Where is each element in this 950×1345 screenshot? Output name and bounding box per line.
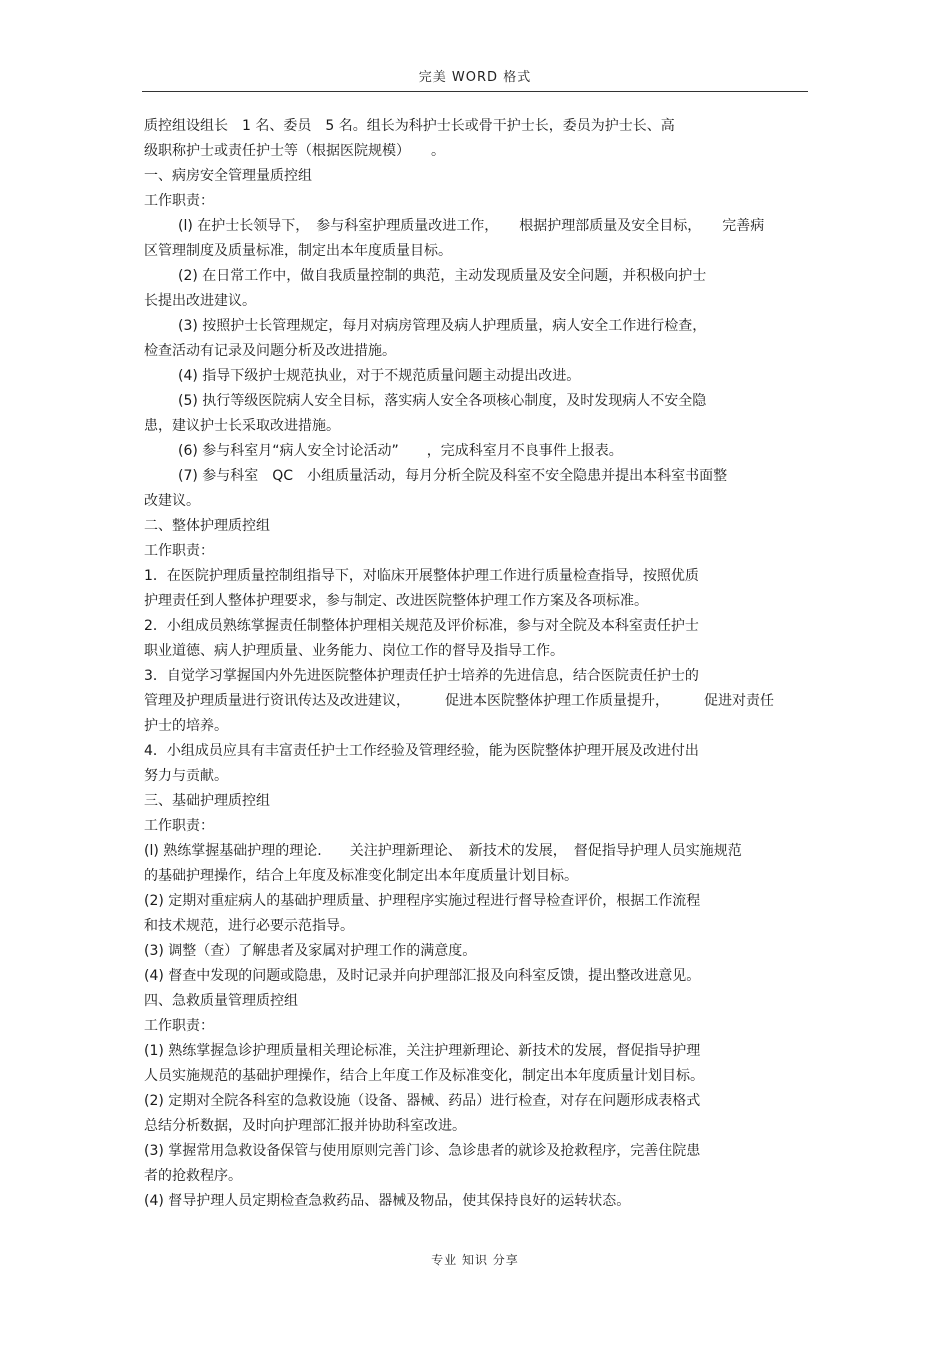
body-line: 努力与贡献。 xyxy=(144,768,228,784)
body-line: (l) 熟练掌握基础护理的理论. 关注护理新理论、 新技术的发展， 督促指导护理人员实施规范 xyxy=(144,843,742,859)
section-heading: 二、整体护理质控组 xyxy=(144,518,270,534)
body-line: 护士的培养。 xyxy=(144,718,228,734)
header-rule xyxy=(142,91,808,92)
body-line: 4．小组成员应具有丰富责任护士工作经验及管理经验，能为医院整体护理开展及改进付出 xyxy=(144,743,699,759)
body-line: (2) 在日常工作中，做自我质量控制的典范，主动发现质量及安全问题，并积极向护士 xyxy=(178,268,707,284)
body-line: (3) 调整（查）了解患者及家属对护理工作的满意度。 xyxy=(144,943,477,959)
body-line: 总结分析数据，及时向护理部汇报并协助科室改进。 xyxy=(144,1118,466,1134)
section-heading: 四、急救质量管理质控组 xyxy=(144,993,298,1009)
body-line: 区管理制度及质量标准，制定出本年度质量目标。 xyxy=(144,243,452,259)
body-line: (1) 熟练掌握急诊护理质量相关理论标准，关注护理新理论、新技术的发展，督促指导护理 xyxy=(144,1043,701,1059)
page-footer: 专业 知识 分享 xyxy=(431,1253,519,1267)
body-line: 工作职责： xyxy=(144,193,214,209)
body-line: (3) 掌握常用急救设备保管与使用原则完善门诊、急诊患者的就诊及抢救程序，完善住院患 xyxy=(144,1143,701,1159)
body-line: 患，建议护士长采取改进措施。 xyxy=(144,418,340,434)
body-line: 工作职责： xyxy=(144,543,214,559)
body-line: 人员实施规范的基础护理操作，结合上年度工作及标准变化，制定出本年度质量计划目标。 xyxy=(144,1068,704,1084)
body-line: 检查活动有记录及问题分析及改进措施。 xyxy=(144,343,396,359)
body-line: 的基础护理操作，结合上年度及标准变化制定出本年度质量计划目标。 xyxy=(144,868,578,884)
body-line: (3) 按照护士长管理规定，每月对病房管理及病人护理质量，病人安全工作进行检查， xyxy=(178,318,707,334)
body-line: (6) 参与科室月“病人安全讨论活动” ，完成科室月不良事件上报表。 xyxy=(178,443,623,459)
body-line: (2) 定期对重症病人的基础护理质量、护理程序实施过程进行督导检查评价，根据工作流程 xyxy=(144,893,701,909)
body-line: 改建议。 xyxy=(144,493,200,509)
body-line: 2．小组成员熟练掌握责任制整体护理相关规范及评价标准，参与对全院及本科室责任护士 xyxy=(144,618,699,634)
body-line: (5) 执行等级医院病人安全目标，落实病人安全各项核心制度，及时发现病人不安全隐 xyxy=(178,393,707,409)
body-line: (4) 督查中发现的问题或隐患，及时记录并向护理部汇报及向科室反馈，提出整改进意见。 xyxy=(144,968,701,984)
body-line: 质控组设组长 1 名、委员 5 名。组长为科护士长或骨干护士长，委员为护士长、高 xyxy=(144,118,675,134)
body-line: 3．自觉学习掌握国内外先进医院整体护理责任护士培养的先进信息，结合医院责任护士的 xyxy=(144,668,699,684)
body-line: 级职称护士或责任护士等（根据医院规模） 。 xyxy=(144,143,445,159)
body-line: 职业道德、病人护理质量、业务能力、岗位工作的督导及指导工作。 xyxy=(144,643,564,659)
body-line: 管理及护理质量进行资讯传达及改进建议， 促进本医院整体护理工作质量提升， 促进对责任 xyxy=(144,693,774,709)
body-line: 长提出改进建议。 xyxy=(144,293,256,309)
body-line: 和技术规范，进行必要示范指导。 xyxy=(144,918,354,934)
body-line: (7) 参与科室 QC 小组质量活动，每月分析全院及科室不安全隐患并提出本科室书面整 xyxy=(178,468,728,484)
body-line: (4) 指导下级护士规范执业，对于不规范质量问题主动提出改进。 xyxy=(178,368,581,384)
section-heading: 三、基础护理质控组 xyxy=(144,793,270,809)
body-line: 1．在医院护理质量控制组指导下，对临床开展整体护理工作进行质量检查指导，按照优质 xyxy=(144,568,699,584)
body-line: 工作职责： xyxy=(144,1018,214,1034)
body-line: 护理责任到人整体护理要求，参与制定、改进医院整体护理工作方案及各项标准。 xyxy=(144,593,648,609)
body-line: 者的抢救程序。 xyxy=(144,1168,242,1184)
body-line: (4) 督导护理人员定期检查急救药品、器械及物品，使其保持良好的运转状态。 xyxy=(144,1193,631,1209)
page-header: 完美 WORD 格式 xyxy=(418,70,532,85)
body-line: (2) 定期对全院各科室的急救设施（设备、器械、药品）进行检查，对存在问题形成表格式 xyxy=(144,1093,701,1109)
section-heading: 一、病房安全管理量质控组 xyxy=(144,168,312,184)
body-line: 工作职责： xyxy=(144,818,214,834)
body-line: (l) 在护士长领导下， 参与科室护理质量改进工作， 根据护理部质量及安全目标， 完善病 xyxy=(178,218,765,234)
